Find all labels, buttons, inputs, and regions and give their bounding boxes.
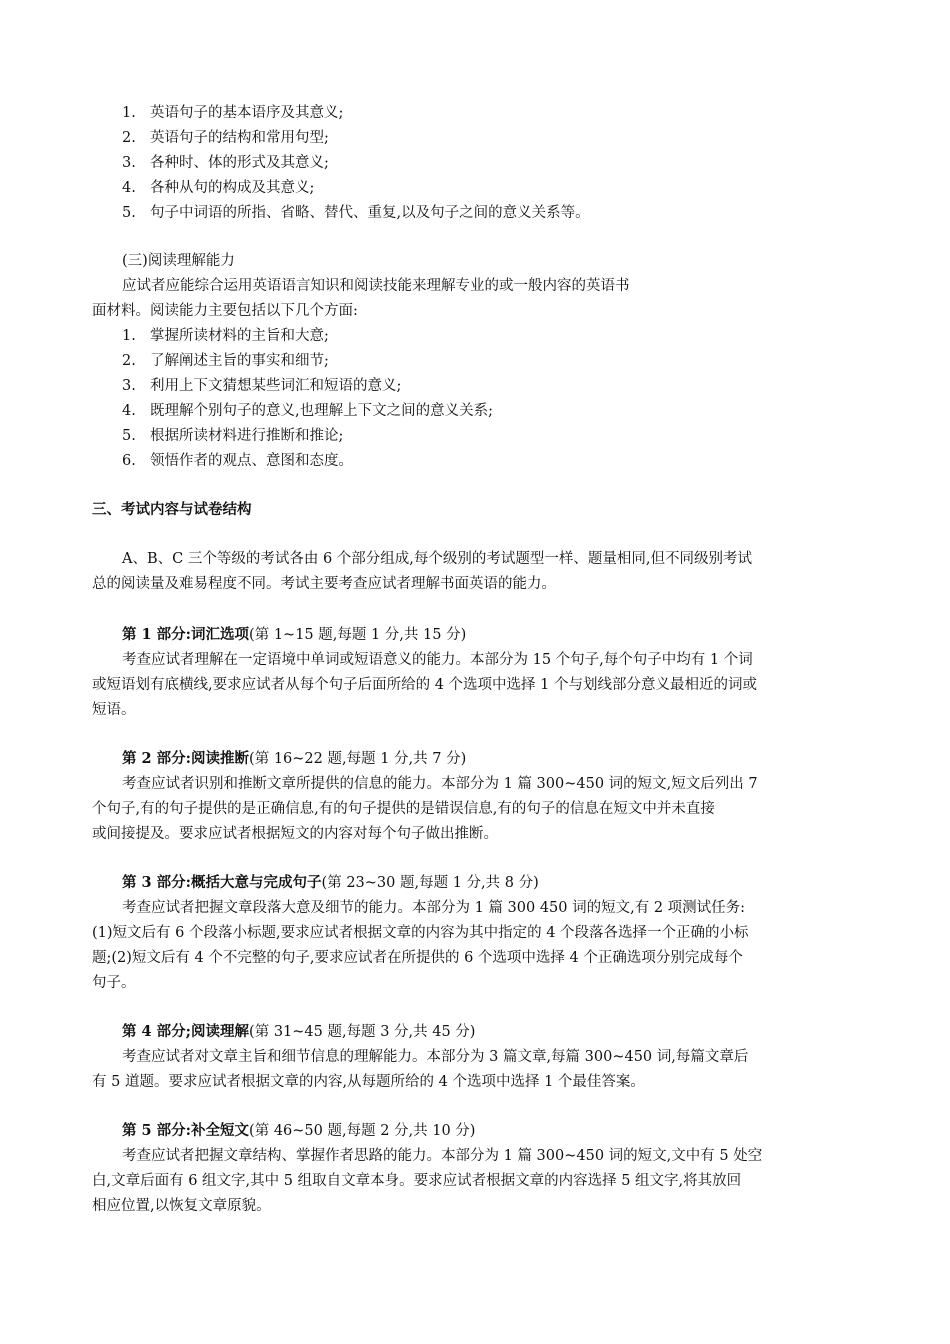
section-intro: A、B、C 三个等级的考试各由 6 个部分组成,每个级别的考试题型一样、题量相同,但不同级别考试	[122, 551, 752, 567]
list-item: 5. 根据所读材料进行推断和推论;	[122, 428, 344, 444]
paragraph-line: 短语。	[92, 702, 136, 718]
list-item: 1. 英语句子的基本语序及其意义;	[122, 105, 344, 121]
paragraph-line: 或短语划有底横线,要求应试者从每个句子后面所给的 4 个选项中选择 1 个与划线部分意义最相近的词或	[92, 677, 757, 693]
list-item: 5. 句子中词语的所指、省略、替代、重复,以及句子之间的意义关系等。	[122, 205, 590, 221]
paragraph-line: 考查应试者理解在一定语境中单词或短语意义的能力。本部分为 15 个句子,每个句子中均有 1 个词	[122, 652, 753, 668]
list-item: 3. 利用上下文猜想某些词汇和短语的意义;	[122, 378, 402, 394]
paragraph-line: 个句子,有的句子提供的是正确信息,有的句子提供的是错误信息,有的句子的信息在短文中并未直接	[92, 801, 715, 817]
list-item: 2. 了解阐述主旨的事实和细节;	[122, 353, 329, 369]
paragraph-line: 考查应试者把握文章段落大意及细节的能力。本部分为 1 篇 300 450 词的短文,有 2 项测试任务:	[122, 900, 746, 916]
part-title: 第 5 部分:补全短文(第 46~50 题,每题 2 分,共 10 分)	[122, 1122, 476, 1139]
paragraph-line: 考查应试者识别和推断文章所提供的信息的能力。本部分为 1 篇 300~450 词的短文,短文后列出 7	[122, 776, 758, 792]
part-title: 第 1 部分:词汇选项(第 1~15 题,每题 1 分,共 15 分)	[122, 626, 467, 643]
paragraph-line: 句子。	[92, 975, 136, 991]
paragraph-line: 白,文章后面有 6 组文字,其中 5 组取自文章本身。要求应试者根据文章的内容选择 5 组文字,将其放回	[92, 1173, 742, 1189]
list-item: 6. 领悟作者的观点、意图和态度。	[122, 453, 353, 469]
paragraph-line: 题;(2)短文后有 4 个不完整的句子,要求应试者在所提供的 6 个选项中选择 4 个正确选项分别完成每个	[92, 950, 743, 966]
list-item: 4. 各种从句的构成及其意义;	[122, 180, 315, 196]
reading-intro: 面材料。阅读能力主要包括以下几个方面:	[92, 303, 358, 319]
section-intro: 总的阅读量及难易程度不同。考试主要考查应试者理解书面英语的能力。	[92, 576, 556, 592]
paragraph-line: 或间接提及。要求应试者根据短文的内容对每个句子做出推断。	[92, 826, 498, 842]
paragraph-line: (1)短文后有 6 个段落小标题,要求应试者根据文章的内容为其中指定的 4 个段落各选择一个正确的小标	[92, 925, 749, 941]
paragraph-line: 考查应试者把握文章结构、掌握作者思路的能力。本部分为 1 篇 300~450 词的短文,文中有 5 处空	[122, 1148, 763, 1164]
paragraph-line: 相应位置,以恢复文章原貌。	[92, 1198, 271, 1214]
section-heading: 三、考试内容与试卷结构	[92, 501, 252, 518]
reading-intro: 应试者应能综合运用英语语言知识和阅读技能来理解专业的或一般内容的英语书	[122, 278, 630, 294]
list-item: 1. 掌握所读材料的主旨和大意;	[122, 328, 329, 344]
part-title: 第 3 部分:概括大意与完成句子(第 23~30 题,每题 1 分,共 8 分)	[122, 874, 539, 891]
list-item: 4. 既理解个别句子的意义,也理解上下文之间的意义关系;	[122, 403, 493, 419]
part-title: 第 4 部分;阅读理解(第 31~45 题,每题 3 分,共 45 分)	[122, 1023, 476, 1040]
paragraph-line: 有 5 道题。要求应试者根据文章的内容,从每题所给的 4 个选项中选择 1 个最佳答案。	[92, 1074, 645, 1090]
paragraph-line: 考查应试者对文章主旨和细节信息的理解能力。本部分为 3 篇文章,每篇 300~450 词,每篇文章后	[122, 1049, 749, 1065]
reading-heading: (三)阅读理解能力	[122, 253, 235, 269]
list-item: 3. 各种时、体的形式及其意义;	[122, 155, 329, 171]
list-item: 2. 英语句子的结构和常用句型;	[122, 130, 329, 146]
part-title: 第 2 部分:阅读推断(第 16~22 题,每题 1 分,共 7 分)	[122, 750, 467, 767]
